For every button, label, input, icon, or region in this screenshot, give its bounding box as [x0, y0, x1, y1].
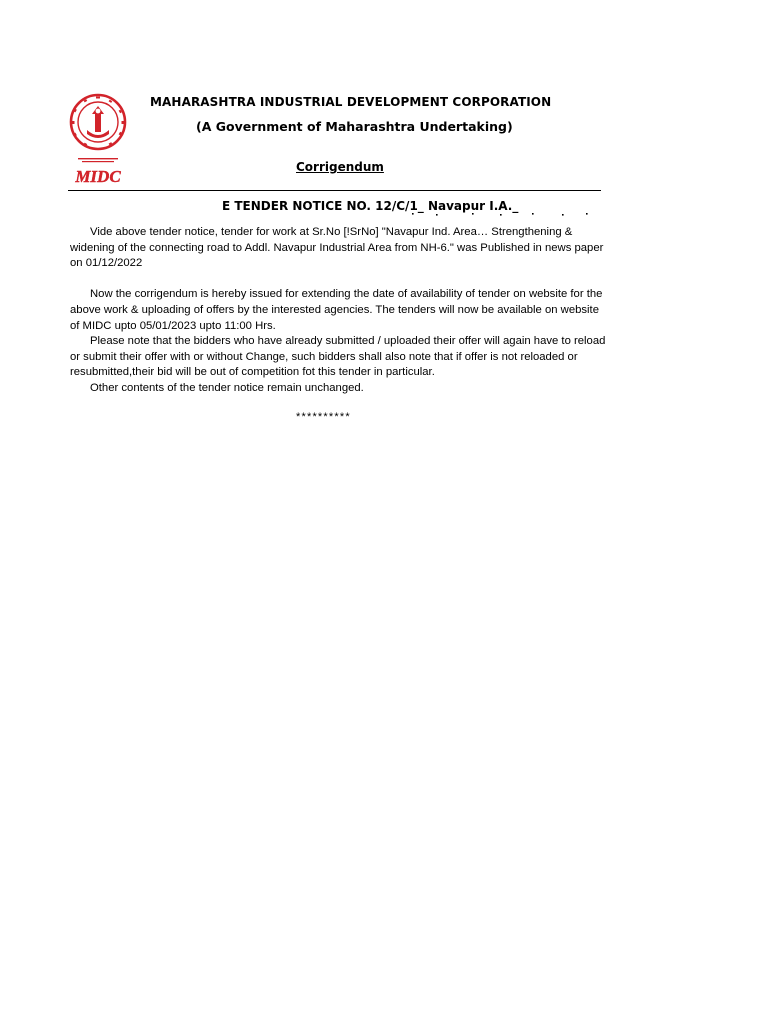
logo-wordmark: MIDC [75, 167, 121, 186]
midc-seal-icon [68, 92, 128, 188]
tender-notice-title: E TENDER NOTICE NO. 12/C/1_ Navapur I.A._ [222, 199, 519, 213]
organization-name: MAHARASHTRA INDUSTRIAL DEVELOPMENT CORPORATION [150, 95, 552, 109]
end-of-notice-stars: ********** [296, 411, 351, 423]
notice-body [70, 225, 610, 397]
paragraph-publication: Vide above tender notice, tender for work at Sr.No [!SrNo] "Navapur Ind. Area… Strengthening & widening of the connecting road to Addl. Navapur Industrial Area from NH-6." was Published in news paper on 01/12/2022 [70, 226, 604, 270]
header-divider [68, 190, 601, 191]
organization-subtitle: (A Government of Maharashtra Undertaking) [196, 119, 513, 134]
paragraph-extension: Now the corrigendum is hereby issued for extending the date of availability of tender on website for the above work & uploading of offers by the interested agencies. The tenders will now be available on website of MIDC upto 05/01/2023 upto 11:00 Hrs. [70, 288, 603, 332]
document-type-heading: Corrigendum [296, 160, 384, 174]
paragraph-other-contents: Other contents of the tender notice remain unchanged. [90, 381, 364, 394]
truncated-text-fragments [412, 209, 592, 217]
paragraph-bidders-note: Please note that the bidders who have already submitted / uploaded their offer will again have to reload or submit their offer with or without Change, such bidders shall also note that if offer is not reloaded or resubmitted,their bid will be out of competition fot this tender in particular. [70, 335, 606, 379]
